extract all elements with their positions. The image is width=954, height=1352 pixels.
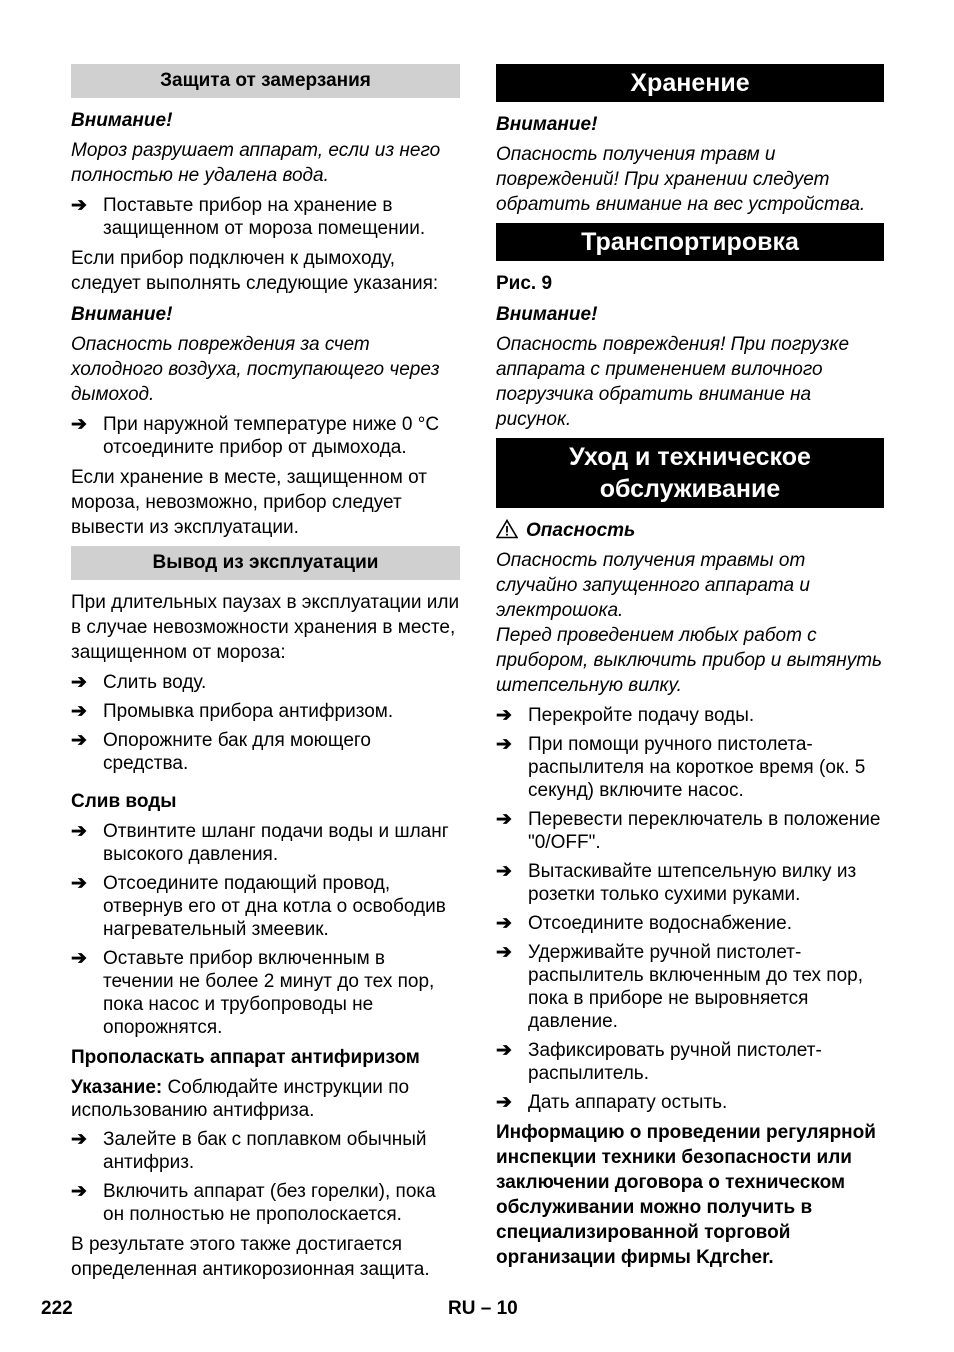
storage-warning-title: Внимание! <box>496 114 598 135</box>
arrow-icon: ➔ <box>496 1092 512 1113</box>
list-item <box>71 671 460 694</box>
rinse-heading: Прополаскать аппарат антифиризом <box>71 1047 420 1068</box>
list-item-text: Удерживайте ручной пистолет-распылитель включенным до тех пор, пока в приборе не выровняется давление. <box>528 942 864 1032</box>
anticorrosion-paragraph: В результате этого также достигается определенная антикорозионная защита. <box>71 1234 430 1280</box>
list-item <box>496 733 884 802</box>
arrow-icon: ➔ <box>71 701 87 722</box>
arrow-icon: ➔ <box>496 734 512 755</box>
list-item <box>71 872 460 941</box>
drain-heading: Слив воды <box>71 791 177 812</box>
decommission-paragraph: При длительных паузах в эксплуатации или в случае невозможности хранения в месте, защищенном от мороза: <box>71 592 460 663</box>
arrow-icon: ➔ <box>496 913 512 934</box>
decommission-heading: Вывод из эксплуатации <box>71 546 460 580</box>
service-info: Информацию о проведении регулярной инспекции техники безопасности или заключении договора о техническом обслуживании можно получить в специализированной торговой организации фирмы Kдrcher. <box>496 1122 876 1268</box>
list-item-text: Опорожните бак для моющего средства. <box>103 730 371 774</box>
transport-heading: Транспортировка <box>496 223 884 261</box>
rinse-note-label: Указание: <box>71 1077 163 1098</box>
list-item <box>496 1039 884 1085</box>
list-item-text: Перевести переключатель в положение "0/OFF". <box>528 809 881 853</box>
list-item-text: Поставьте прибор на хранение в защищенном от мороза помещении. <box>103 195 426 239</box>
rinse-note <box>71 1076 460 1122</box>
list-item-text: Зафиксировать ручной пистолет-распылитель. <box>528 1040 822 1084</box>
arrow-icon: ➔ <box>496 861 512 882</box>
list-item <box>71 413 460 459</box>
danger-text-2: Перед проведением любых работ с прибором, выключить прибор и вытянуть штепсельную вилку. <box>496 625 883 696</box>
list-item-text: Слить воду. <box>103 672 207 693</box>
list-item-text: При наружной температуре ниже 0 °С отсоедините прибор от дымохода. <box>103 414 440 458</box>
list-item-text: Вытаскивайте штепсельную вилку из розетки только сухими руками. <box>528 861 857 905</box>
frost-warning-text: Мороз разрушает аппарат, если из него полностью не удалена вода. <box>71 140 441 186</box>
left-column <box>71 64 460 1288</box>
page-number: 222 <box>41 1298 73 1319</box>
arrow-icon: ➔ <box>71 1129 87 1150</box>
list-item <box>71 947 460 1039</box>
transport-figure-ref: Рис. 9 <box>496 273 553 294</box>
storage-impossible-paragraph: Если хранение в месте, защищенном от мороза, невозможно, прибор следует вывести из эксплуатации. <box>71 467 427 538</box>
list-item-text: Отсоедините подающий провод, отвернув его от дна котла о освободив нагревательный змеевик. <box>103 873 446 940</box>
list-item-text: Дать аппарату остыть. <box>528 1092 728 1113</box>
storage-heading: Хранение <box>496 64 884 102</box>
arrow-icon: ➔ <box>496 1040 512 1061</box>
list-item-text: Отсоедините водоснабжение. <box>528 913 792 934</box>
right-column <box>496 64 884 1276</box>
transport-warning-text: Опасность повреждения! При погрузке аппарата с применением вилочного погрузчика обратить внимание на рисунок. <box>496 334 850 430</box>
storage-warning-text: Опасность получения травм и повреждений! При хранении следует обратить внимание на вес устройства. <box>496 144 866 215</box>
danger-title-row <box>496 518 884 543</box>
list-item <box>71 700 460 723</box>
list-item <box>71 1128 460 1174</box>
care-heading <box>496 438 884 508</box>
list-item-text: Отвинтите шланг подачи воды и шланг высокого давления. <box>103 821 449 865</box>
list-item <box>71 194 460 240</box>
arrow-icon: ➔ <box>71 948 87 969</box>
arrow-icon: ➔ <box>71 195 87 216</box>
list-item-text: Промывка прибора антифризом. <box>103 701 394 722</box>
warning-triangle-icon <box>496 519 518 539</box>
arrow-icon: ➔ <box>71 730 87 751</box>
list-item <box>71 729 460 775</box>
danger-text-1: Опасность получения травмы от случайно запущенного аппарата и электрошока. <box>496 550 810 621</box>
arrow-icon: ➔ <box>71 414 87 435</box>
page-label: RU – 10 <box>448 1298 518 1319</box>
arrow-icon: ➔ <box>71 873 87 894</box>
chimney-paragraph: Если прибор подключен к дымоходу, следует выполнять следующие указания: <box>71 248 439 294</box>
list-item <box>496 808 884 854</box>
transport-warning-title: Внимание! <box>496 304 598 325</box>
arrow-icon: ➔ <box>71 821 87 842</box>
danger-title: Опасность <box>526 520 636 541</box>
chimney-warning-text: Опасность повреждения за счет холодного воздуха, поступающего через дымоход. <box>71 334 440 405</box>
list-item <box>496 1091 884 1114</box>
list-item-text: Залейте в бак с поплавком обычный антифриз. <box>103 1129 427 1173</box>
arrow-icon: ➔ <box>496 942 512 963</box>
arrow-icon: ➔ <box>71 1181 87 1202</box>
list-item-text: Включить аппарат (без горелки), пока он полностью не прополоскается. <box>103 1181 436 1225</box>
list-item <box>496 941 884 1033</box>
frost-protection-heading: Защита от замерзания <box>71 64 460 98</box>
list-item <box>71 1180 460 1226</box>
chimney-warning-title: Внимание! <box>71 304 173 325</box>
care-heading-line1: Уход и техническое <box>569 443 811 471</box>
list-item <box>496 912 884 935</box>
arrow-icon: ➔ <box>496 705 512 726</box>
arrow-icon: ➔ <box>496 809 512 830</box>
frost-warning-title: Внимание! <box>71 110 173 131</box>
list-item-text: Перекройте подачу воды. <box>528 705 755 726</box>
care-heading-line2: обслуживание <box>599 475 781 503</box>
list-item-text: Оставьте прибор включенным в течении не более 2 минут до тех пор, пока насос и трубопроводы не опорожнятся. <box>103 948 435 1038</box>
list-item <box>496 704 884 727</box>
arrow-icon: ➔ <box>71 672 87 693</box>
rinse-note-text: Соблюдайте инструкции по использованию антифриза. <box>71 1077 410 1121</box>
list-item <box>71 820 460 866</box>
list-item-text: При помощи ручного пистолета-распылителя на короткое время (ок. 5 секунд) включите насос. <box>528 734 866 801</box>
list-item <box>496 860 884 906</box>
